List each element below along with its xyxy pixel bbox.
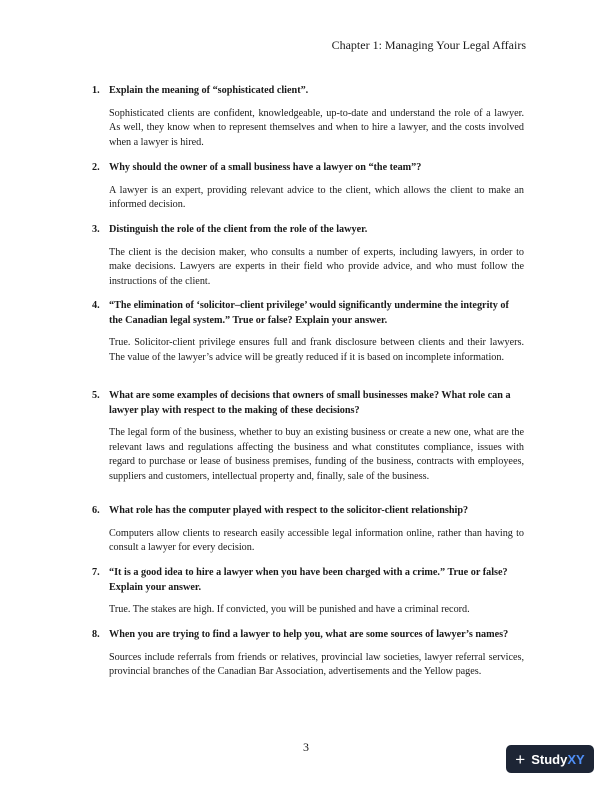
question-number: 3.: [92, 224, 100, 235]
plus-icon: +: [515, 749, 526, 769]
answer-text: Sources include referrals from friends or relatives, provincial law societies, lawyer referral services, provincial branches of the Canadian Bar Association, advertisements and the Yellow pages.: [109, 651, 524, 677]
answer-text: True. Solicitor-client privilege ensures full and frank disclosure between clients and their lawyers. The value of the lawyer’s advice will be greatly reduced if it is based on incomplete information.: [109, 337, 524, 363]
qa-item-4: [92, 299, 524, 365]
question-text: “The elimination of ‘solicitor–client privilege’ would significantly undermine the integrity of the Canadian legal system.” True or false? Explain your answer.: [109, 300, 509, 326]
question: [92, 223, 524, 238]
answer-text: Sophisticated clients are confident, knowledgeable, up-to-date and understand the role of a lawyer. As well, they know when to represent themselves and when to hire a lawyer, and the costs involved when a lawyer is hired.: [109, 107, 524, 148]
question-number: 5.: [92, 390, 100, 401]
answer-text: The client is the decision maker, who consults a number of experts, including lawyers, in order to make decisions. Lawyers are experts in their field who provide advice, and who must follow the instructions of the client.: [109, 246, 524, 287]
question-text: When you are trying to find a lawyer to help you, what are some sources of lawyer’s names?: [109, 629, 509, 640]
question: [92, 566, 524, 595]
answer-text: True. The stakes are high. If convicted, you will be punished and have a criminal record.: [109, 604, 470, 615]
chapter-header: Chapter 1: Managing Your Legal Affairs: [331, 38, 526, 52]
question-text: What role has the computer played with respect to the solicitor-client relationship?: [109, 505, 469, 516]
question: [92, 628, 524, 643]
answer-text: The legal form of the business, whether to buy an existing business or create a new one, what are the relevant laws and regulations affecting the business and what constitutes compliance, issues with regard to purchase or lease of business premises, funding of the business, contracts with employees, suppliers and customers, intellectual property and, finally, sale of the business.: [109, 427, 524, 482]
question: [92, 161, 524, 176]
question-number: 2.: [92, 162, 100, 173]
page-number: 3: [303, 740, 309, 754]
question: [92, 299, 524, 328]
qa-item-5: [92, 389, 524, 484]
question: [92, 389, 524, 418]
question-number: 7.: [92, 567, 100, 578]
question-number: 6.: [92, 505, 100, 516]
question-text: Explain the meaning of “sophisticated client”.: [109, 85, 309, 96]
logo-wordmark: [531, 752, 584, 767]
question: [92, 84, 524, 99]
qa-item-1: [92, 84, 524, 150]
answer-text: Computers allow clients to research easily accessible legal information online, rather than having to consult a lawyer for every decision.: [109, 527, 524, 553]
question-number: 8.: [92, 629, 100, 640]
question-number: 4.: [92, 300, 100, 311]
qa-item-8: [92, 628, 524, 680]
question-number: 1.: [92, 85, 100, 96]
studyxy-logo: [506, 745, 594, 773]
question: [92, 504, 524, 519]
qa-item-2: [92, 161, 524, 213]
qa-item-6: [92, 504, 524, 556]
question-text: Distinguish the role of the client from the role of the lawyer.: [109, 224, 368, 235]
qa-item-7: [92, 566, 524, 618]
logo-word-xy: XY: [567, 751, 585, 767]
question-text: What are some examples of decisions that owners of small businesses make? What role can a lawyer play with respect to the making of these decisions?: [109, 390, 511, 416]
question-text: “It is a good idea to hire a lawyer when you have been charged with a crime.” True or false? Explain your answer.: [109, 567, 508, 593]
answer-text: A lawyer is an expert, providing relevant advice to the client, which allows the client to make an informed decision.: [109, 184, 524, 210]
qa-item-3: [92, 223, 524, 289]
question-text: Why should the owner of a small business have a lawyer on “the team”?: [109, 162, 422, 173]
logo-word-study: Study: [531, 751, 568, 767]
